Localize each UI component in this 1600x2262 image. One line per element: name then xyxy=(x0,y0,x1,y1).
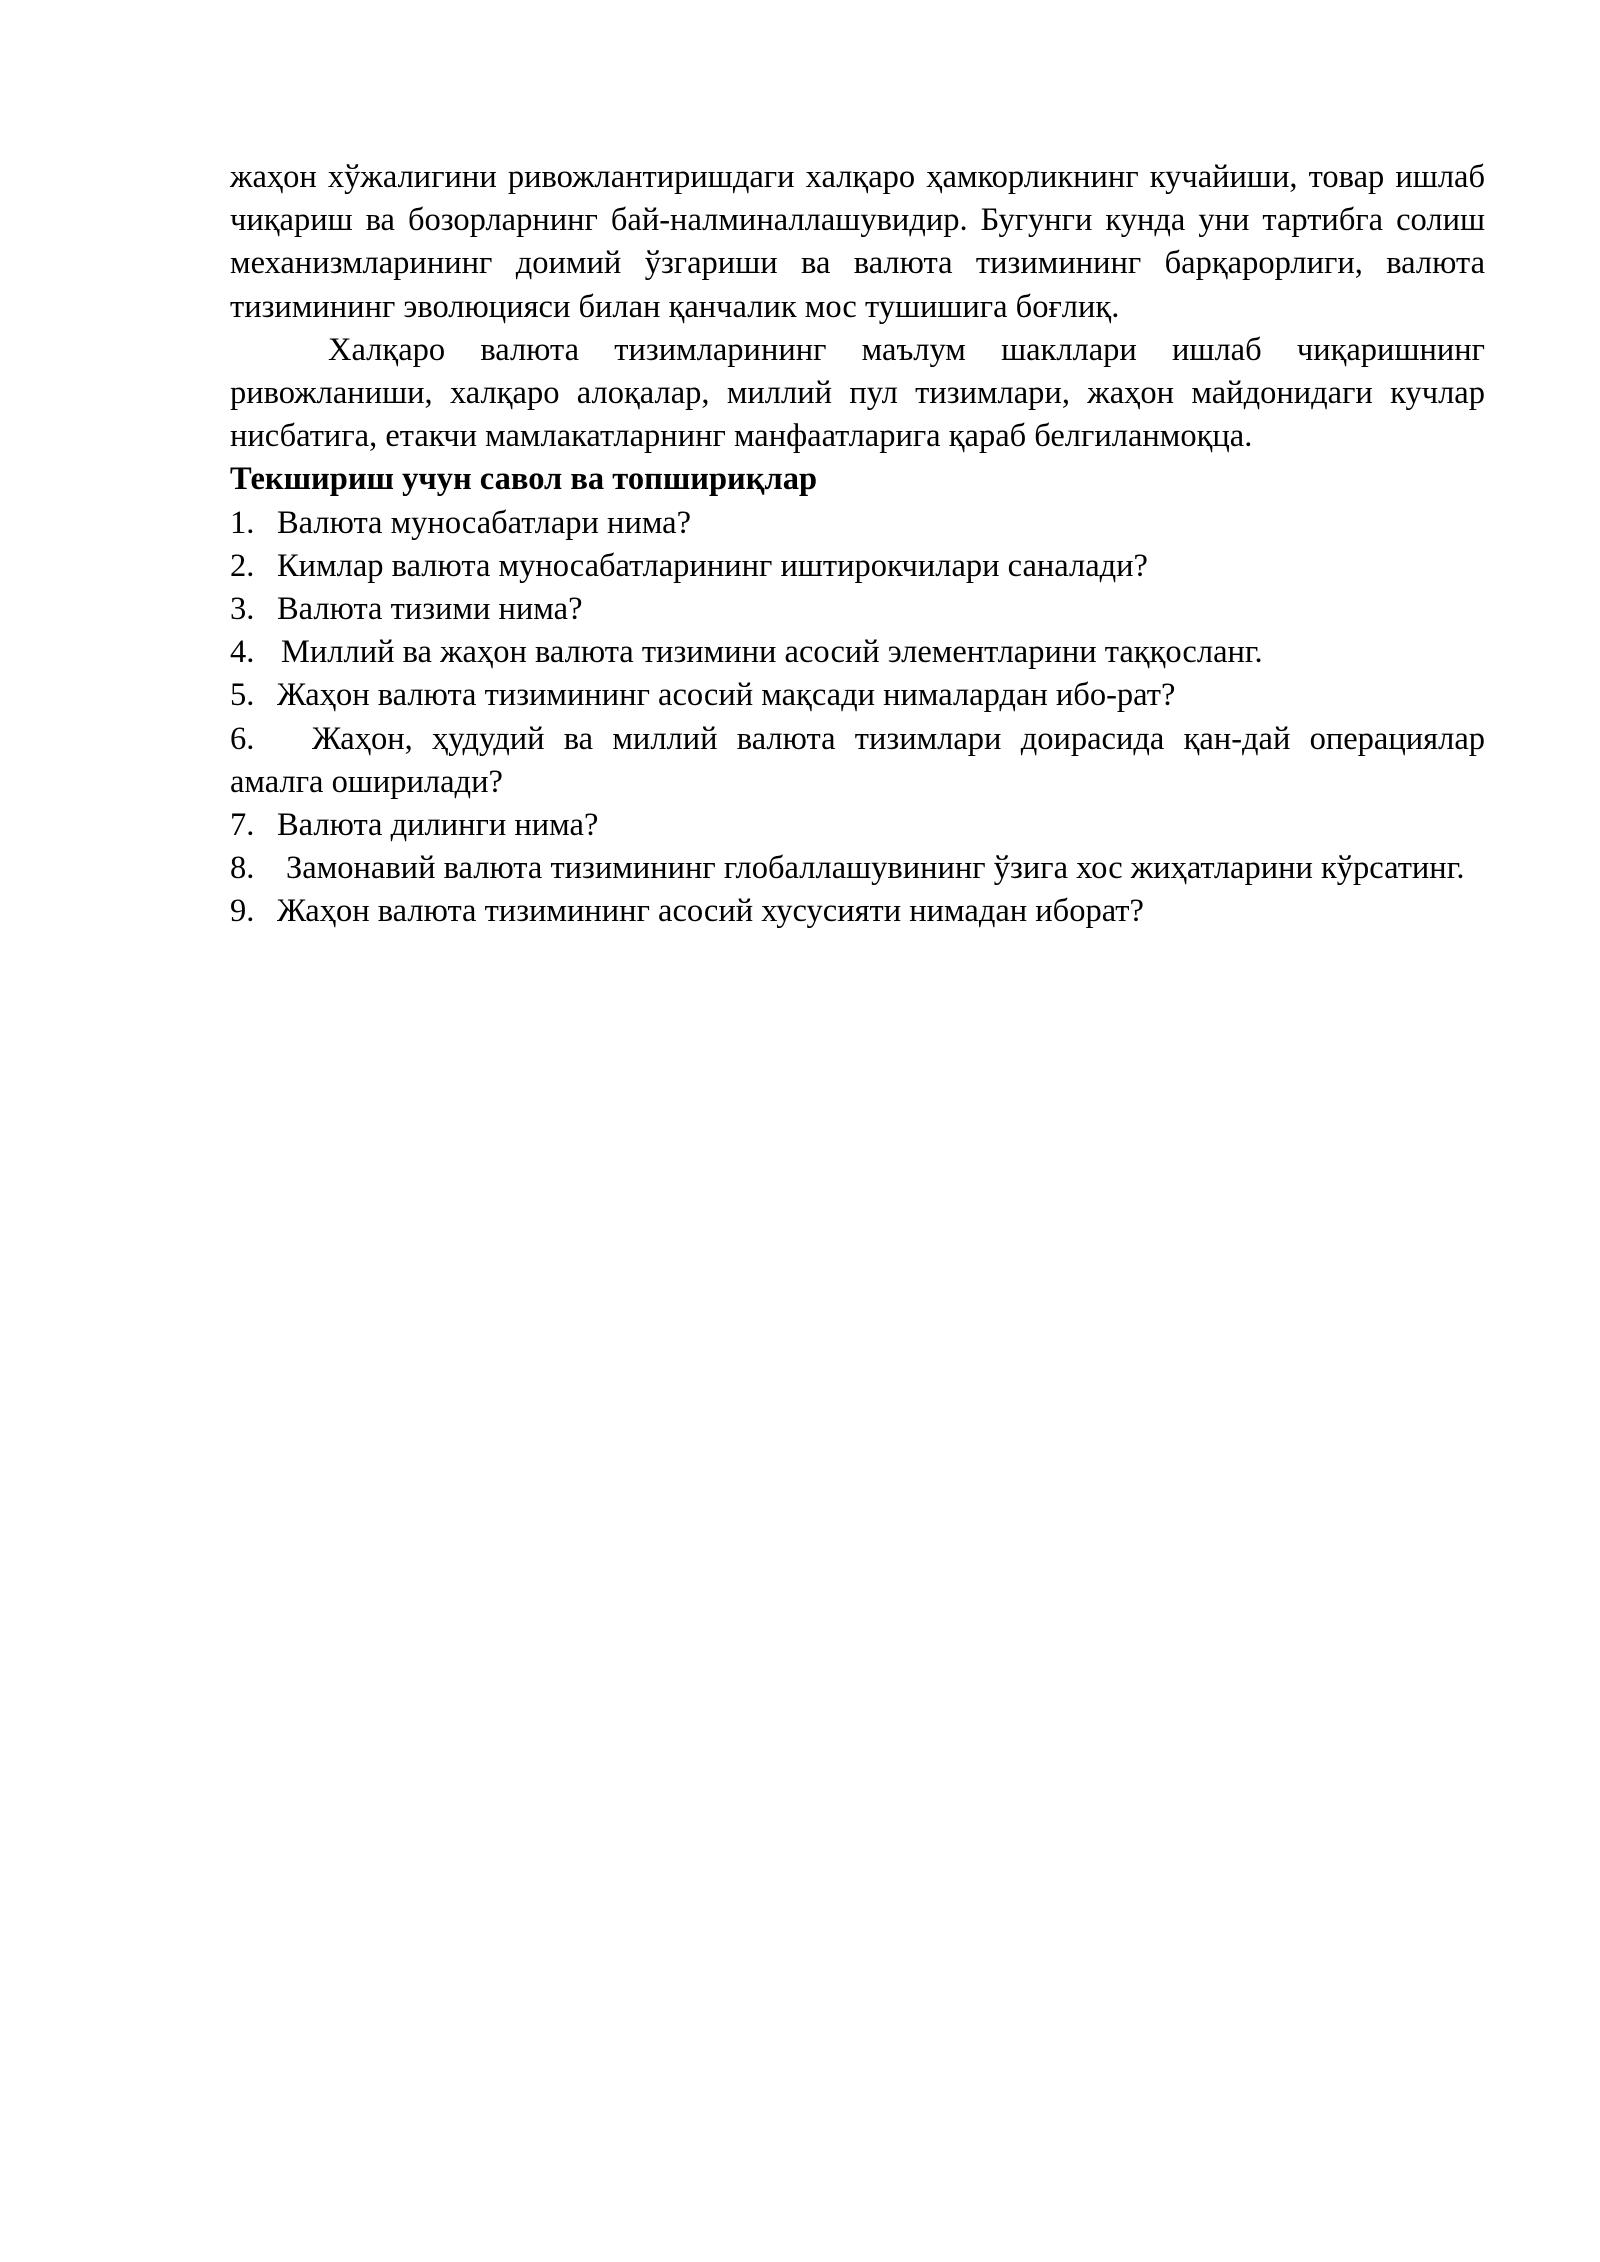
question-text: Жаҳон, ҳудудий ва миллий валюта тизимлари доирасида қан-дай операциялар амалга оширилади? xyxy=(230,720,1485,800)
question-item-1 xyxy=(230,502,1485,545)
question-text: Валюта тизими нима? xyxy=(277,591,583,628)
question-text: Жаҳон валюта тизимининг асосий хусусияти нимадан иборат? xyxy=(277,893,1144,930)
question-number: 9. xyxy=(230,893,255,930)
question-number: 8. xyxy=(230,850,255,887)
question-item-3 xyxy=(230,588,1485,631)
question-paragraph xyxy=(230,718,1485,804)
question-number: 5. xyxy=(230,677,255,714)
question-text: Жаҳон валюта тизимининг асосий мақсади нималардан ибо-рат? xyxy=(277,677,1176,714)
questions-list xyxy=(230,502,1485,934)
question-paragraph xyxy=(230,847,1485,890)
question-text: Валюта дилинги нима? xyxy=(277,807,599,844)
question-number: 2. xyxy=(230,547,255,584)
question-item-6 xyxy=(230,718,1485,804)
question-text: Кимлар валюта муносабатларининг иштирокчилари саналади? xyxy=(277,547,1148,584)
question-number: 3. xyxy=(230,591,255,628)
document-page xyxy=(230,156,1485,934)
question-item-9 xyxy=(230,890,1485,933)
question-text: Валюта муносабатлари нима? xyxy=(277,504,692,541)
question-number: 4. xyxy=(230,634,255,671)
body-paragraph-2: Халқаро валюта тизимларининг маълум шакллари ишлаб чиқаришнинг ривожланиши, халқаро алоқалар, миллий пул тизимлари, жаҳон майдонидаги кучлар нисбатига, етакчи мамлакатларнинг манфаатларига қараб белгиланмоқца. xyxy=(230,331,1485,455)
question-text: Миллий ва жаҳон валюта тизимини асосий элементларини таққосланг. xyxy=(281,634,1263,671)
question-text: Замонавий валюта тизимининг глобаллашувининг ўзига хос жиҳатларини кўрсатинг. xyxy=(286,850,1465,887)
question-item-7 xyxy=(230,804,1485,847)
question-item-5 xyxy=(230,674,1485,717)
questions-heading: Текшириш учун савол ва топшириқлар xyxy=(230,461,818,498)
question-number: 7. xyxy=(230,807,255,844)
question-item-8 xyxy=(230,847,1485,890)
body-paragraph-1: жаҳон хўжалигини ривожлантиришдаги халқаро ҳамкорликнинг кучайиши, товар ишлаб чиқариш ва бозорларнинг бай-налминаллашувидир. Бугунги кунда уни тартибга солиш механизмларининг доимий ўзгариши ва валюта тизимининг барқарорлиги, валюта тизимининг эволюцияси билан қанчалик мос тушишига боғлиқ. xyxy=(230,159,1485,325)
question-item-4 xyxy=(230,631,1485,674)
question-item-2 xyxy=(230,545,1485,588)
question-number: 6. xyxy=(230,720,255,757)
question-number: 1. xyxy=(230,504,255,541)
